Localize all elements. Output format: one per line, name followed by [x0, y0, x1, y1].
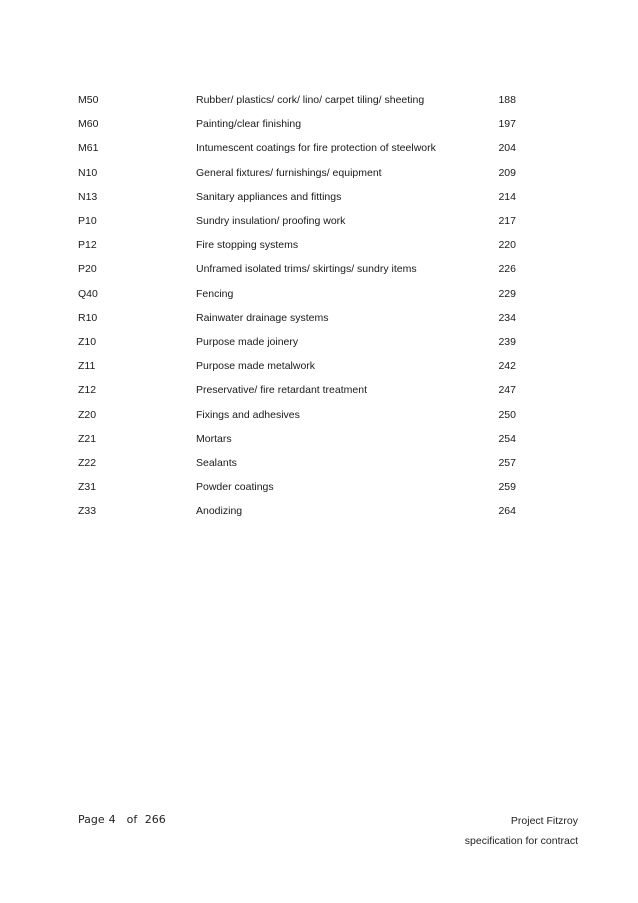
toc-row [78, 185, 518, 209]
toc-row [78, 451, 518, 475]
section-page: 217 [498, 215, 516, 228]
section-page: 204 [498, 142, 516, 155]
section-page: 264 [498, 505, 516, 518]
section-page: 226 [498, 263, 516, 276]
toc-row [78, 475, 518, 499]
section-page: 214 [498, 190, 516, 203]
section-code: Q40 [78, 287, 98, 300]
toc-row [78, 499, 518, 523]
section-code: M60 [78, 118, 99, 131]
toc-row [78, 378, 518, 402]
section-code: Z21 [78, 432, 97, 445]
section-title: General fixtures/ furnishings/ equipment [196, 166, 382, 179]
project-name: Project Fitzroy [510, 815, 578, 827]
section-page: 259 [498, 481, 516, 494]
section-page: 247 [498, 384, 516, 397]
toc-row [78, 282, 518, 306]
section-title: Unframed isolated trims/ skirtings/ sundry items [196, 263, 417, 276]
section-page: 239 [498, 335, 516, 348]
toc-row [78, 209, 518, 233]
section-code: P12 [78, 239, 97, 252]
section-page: 234 [498, 311, 516, 324]
section-title: Rubber/ plastics/ cork/ lino/ carpet tiling/ sheeting [196, 94, 425, 107]
project-footer [465, 811, 578, 851]
section-code: R10 [78, 311, 98, 324]
section-title: Mortars [196, 432, 232, 445]
toc-row [78, 112, 518, 136]
toc-row [78, 233, 518, 257]
section-code: M50 [78, 94, 99, 107]
section-title: Sundry insulation/ proofing work [196, 215, 346, 228]
toc-row [78, 427, 518, 451]
section-title: Fixings and adhesives [196, 408, 300, 421]
toc-row [78, 136, 518, 160]
section-page: 242 [498, 360, 516, 373]
document-subtitle: specification for contract [464, 835, 578, 847]
section-title: Purpose made metalwork [196, 360, 316, 373]
section-code: Z20 [78, 408, 97, 421]
section-title: Fire stopping systems [196, 239, 299, 252]
toc-row [78, 161, 518, 185]
of-label: of [126, 813, 138, 826]
section-page: 197 [498, 118, 516, 131]
section-title: Purpose made joinery [196, 335, 299, 348]
section-title: Sanitary appliances and fittings [196, 190, 342, 203]
section-page: 209 [498, 166, 516, 179]
section-page: 250 [498, 408, 516, 421]
section-title: Intumescent coatings for fire protection of steelwork [196, 142, 436, 155]
toc-row [78, 88, 518, 112]
toc-row [78, 330, 518, 354]
page-number-footer [78, 813, 170, 826]
section-page: 220 [498, 239, 516, 252]
section-code: Z10 [78, 335, 97, 348]
section-page: 257 [498, 456, 516, 469]
toc-row [78, 354, 518, 378]
section-title: Fencing [196, 287, 234, 300]
section-code: M61 [78, 142, 99, 155]
section-title: Painting/clear finishing [196, 118, 302, 131]
section-code: N13 [78, 190, 98, 203]
section-title: Powder coatings [196, 481, 274, 494]
section-code: Z22 [78, 456, 97, 469]
section-code: Z12 [78, 384, 97, 397]
toc-row [78, 306, 518, 330]
page-label: Page [78, 813, 105, 826]
section-title: Rainwater drainage systems [196, 311, 329, 324]
section-title: Preservative/ fire retardant treatment [196, 384, 367, 397]
total-pages: 266 [144, 813, 166, 826]
section-code: P10 [78, 215, 97, 228]
toc-row [78, 402, 518, 426]
section-code: P20 [78, 263, 97, 276]
section-page: 229 [498, 287, 516, 300]
section-code: Z31 [78, 481, 97, 494]
toc-row [78, 257, 518, 281]
section-page: 254 [498, 432, 516, 445]
section-code: Z33 [78, 505, 97, 518]
section-title: Anodizing [196, 505, 243, 518]
section-code: N10 [78, 166, 98, 179]
section-title: Sealants [196, 456, 237, 469]
section-code: Z11 [78, 360, 96, 373]
table-of-contents [78, 88, 518, 523]
current-page-number: 4 [108, 813, 116, 826]
section-page: 188 [498, 94, 516, 107]
